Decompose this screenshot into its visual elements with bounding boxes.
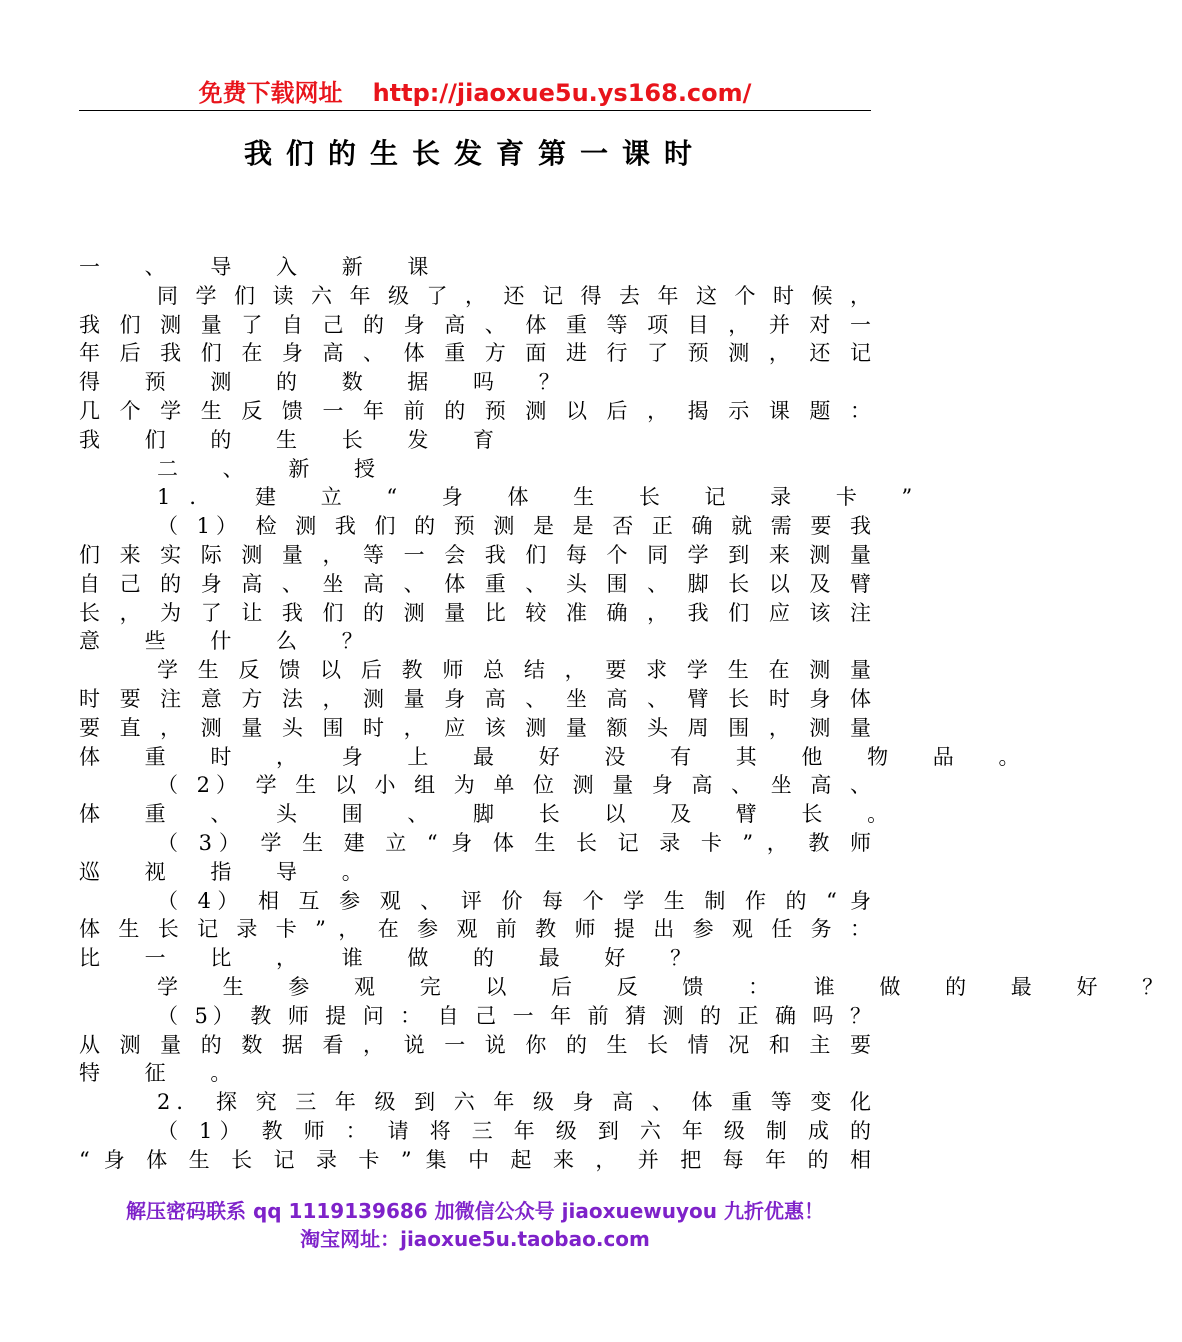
text-line: 2． 探 究 三 年 级 到 六 年 级 身 高 、 体 重 等 变 化 xyxy=(157,1090,871,1115)
text-line: 要 直 ， 测 量 头 围 时 ， 应 该 测 量 额 头 周 围 ， 测 量 xyxy=(79,715,871,740)
text-line: 1． 建 立 “ 身 体 生 长 记 录 卡 ” xyxy=(157,485,932,510)
text-line: （ 5） 教 师 提 问 ： 自 己 一 年 前 猜 测 的 正 确 吗 ？ xyxy=(157,1003,871,1028)
text-line: （ 1） 教 师 ： 请 将 三 年 级 到 六 年 级 制 成 的 xyxy=(157,1118,871,1143)
text-line: 学 生 反 馈 以 后 教 师 总 结 ， 要 求 学 生 在 测 量 xyxy=(157,658,871,683)
text-line: 我 们 的 生 长 发 育 xyxy=(79,427,514,452)
text-line: 年 后 我 们 在 身 高 、 体 重 方 面 进 行 了 预 测 ， 还 记 xyxy=(79,341,871,366)
footer-contact-line: 解压密码联系 qq 1119139686 加微信公众号 jiaoxuewuyou 九折优惠！ xyxy=(126,1199,824,1223)
text-line: 时 要 注 意 方 法 ， 测 量 身 高 、 坐 高 、 臂 长 时 身 体 xyxy=(79,686,871,711)
text-line: 巡 视 指 导 。 xyxy=(79,859,382,884)
text-line: “ 身 体 生 长 记 录 卡 ” 集 中 起 来 ， 并 把 每 年 的 相 xyxy=(79,1147,871,1172)
text-line: 自 己 的 身 高 、 坐 高 、 体 重 、 头 围 、 脚 长 以 及 臂 xyxy=(79,571,871,596)
text-line: 二 、 新 授 xyxy=(157,456,395,481)
page-header xyxy=(79,76,871,111)
page-footer xyxy=(0,1197,950,1253)
text-line: 学 生 参 观 完 以 后 反 馈 ： 谁 做 的 最 好 ？ xyxy=(157,974,1182,999)
text-line: 体 重 、 头 围 、 脚 长 以 及 臂 长 。 xyxy=(79,802,908,827)
document-title: 我们的生长发育第一课时 xyxy=(243,137,706,170)
text-line: 我 们 测 量 了 自 己 的 身 高 、 体 重 等 项 目 ， 并 对 一 xyxy=(79,312,871,337)
text-line: 们 来 实 际 测 量 ， 等 一 会 我 们 每 个 同 学 到 来 测 量 xyxy=(79,542,871,567)
text-line: （ 3） 学 生 建 立 “ 身 体 生 长 记 录 卡 ” ， 教 师 xyxy=(157,830,871,855)
text-line: 得 预 测 的 数 据 吗 ？ xyxy=(79,370,579,395)
text-line: 比 一 比 ， 谁 做 的 最 好 ？ xyxy=(79,946,711,971)
header-url-link[interactable]: http://jiaoxue5u.ys168.com/ xyxy=(372,79,752,107)
header-label: 免费下载网址 xyxy=(198,79,343,107)
text-line: （ 4） 相 互 参 观 、 评 价 每 个 学 生 制 作 的 “ 身 xyxy=(157,888,871,913)
text-line: 长 ， 为 了 让 我 们 的 测 量 比 较 准 确 ， 我 们 应 该 注 xyxy=(79,600,871,625)
text-line: 几 个 学 生 反 馈 一 年 前 的 预 测 以 后 ， 揭 示 课 题 ： xyxy=(79,398,871,423)
text-line: 从 测 量 的 数 据 看 ， 说 一 说 你 的 生 长 情 况 和 主 要 xyxy=(79,1032,871,1057)
text-line: 体 生 长 记 录 卡 ” ， 在 参 观 前 教 师 提 出 参 观 任 务 ： xyxy=(79,917,871,942)
text-line: 意 些 什 么 ？ xyxy=(79,629,382,654)
text-line: 同 学 们 读 六 年 级 了 ， 还 记 得 去 年 这 个 时 候 ， xyxy=(157,283,871,308)
document-body xyxy=(79,253,1182,1175)
text-line: 体 重 时 ， 身 上 最 好 没 有 其 他 物 品 。 xyxy=(79,744,1039,769)
text-line: 一 、 导 入 新 课 xyxy=(79,255,448,279)
text-line: 特 征 。 xyxy=(79,1061,251,1086)
footer-taobao-link[interactable]: 淘宝网址：jiaoxue5u.taobao.com xyxy=(300,1227,650,1251)
text-line: （ 2） 学 生 以 小 组 为 单 位 测 量 身 高 、 坐 高 、 xyxy=(157,773,871,798)
text-line: （ 1） 检 测 我 们 的 预 测 是 是 否 正 确 就 需 要 我 xyxy=(157,514,871,539)
